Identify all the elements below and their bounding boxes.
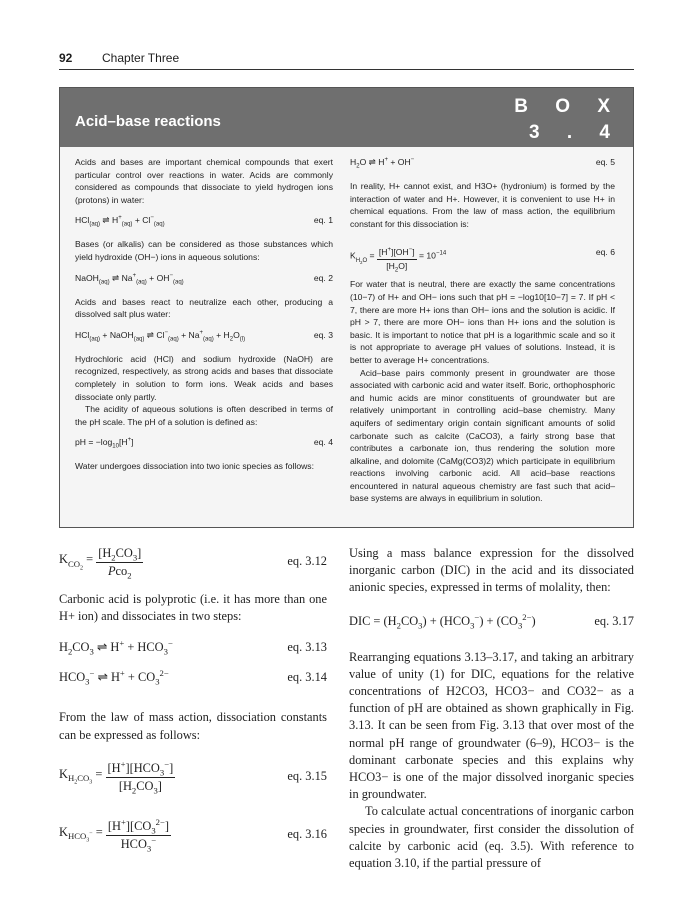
- equation-body: $H_2O$ ⇌ H+ + OH−: [350, 157, 415, 170]
- box-paragraph: For water that is neutral, there are exactly the same concentrations (10−7) of H+ and OH− ions such that pH = −log10[10−7] = 7. If pH < 7, there are more H+ ions than OH− ions and the solution is acidic. If pH > 7, there are more OH− ions than H+ ions and the solution is basic. It is important to notice that pH is a logarithmic scale and so it is not appropriate to average pH values of solutions. Instead, it is better to average H+ concentrations.: [350, 279, 615, 365]
- equation-3-15: [59, 760, 327, 800]
- equation-body: $K_{CO_2}$ = $\frac{[H_2CO_3]}{Pco_2}$: [59, 546, 142, 581]
- box-paragraph: Hydrochloric acid (HCl) and sodium hydroxide (NaOH) are recognized, respectively, as strong acids and bases that dissociate completely in solution to form ions. Weak acids and bases dissociate only partly.: [75, 353, 333, 402]
- box-paragraph: Water undergoes dissociation into two ionic species as follows:: [75, 461, 314, 472]
- box-left-column: [75, 156, 333, 481]
- equation-number: eq. 3: [313, 329, 333, 340]
- body-paragraph: To calculate actual concentrations of inorganic carbon species in groundwater, first consider the dissolution of calcite by carbonic acid (eq. 3.5). With reference to equation 3.10, if the partial pressure of: [349, 804, 634, 871]
- running-header: [59, 51, 634, 71]
- equation-number: eq. 3.12: [287, 554, 327, 568]
- box-paragraph: The acidity of aqueous solutions is often described in terms of the pH scale. The pH of a solution is defined as:: [75, 404, 333, 427]
- equation-body: $K_{HCO_3^-}$ = $\frac{[H^+][CO_3^{2-}]}{HCO_3^-}$: [59, 816, 169, 854]
- equation-3: [75, 329, 333, 343]
- box-paragraph: Acids and bases react to neutralize each other, producing a dissolved salt plus water:: [75, 296, 333, 320]
- box-paragraph: Acids and bases are important chemical compounds that exert particular control over reactions in water. Acids are commonly considered as compounds that dissociate to yield hydrogen ions (protons) in water:: [75, 157, 333, 205]
- equation-3-12: [59, 545, 327, 581]
- equation-number: eq. 6: [595, 247, 615, 258]
- equation-body: NaOH$_{(aq)}$ ⇌ $Na^+_{(aq)} + OH^-_{(aq)}$: [75, 272, 184, 286]
- equation-3-16: [59, 818, 327, 858]
- equation-number: eq. 1: [313, 215, 333, 226]
- page-number: 92: [59, 51, 73, 65]
- box-title-bar: [60, 88, 633, 147]
- equation-6: [350, 238, 615, 274]
- box-right-column: [350, 156, 615, 505]
- equation-body: $K_{H_2CO_3}$ = $\frac{[H^+][HCO_3^-]}{[H_2CO_3]}$: [59, 758, 174, 796]
- body-paragraph: Using a mass balance expression for the dissolved inorganic carbon (DIC) in the acid and its dissociated anionic species, expressed in terms of molality, then:: [349, 546, 634, 595]
- box-paragraph: In reality, H+ cannot exist, and H3O+ (hydronium) is formed by the interaction of water and H+. However, it is convenient to use H+ in chemical equations. From the law of mass action, the equilibrium constant for this dissociation is:: [350, 181, 615, 229]
- box-paragraph: Bases (or alkalis) can be considered as those substances which yield hydroxide (OH−) ions in aqueous solutions:: [75, 239, 333, 262]
- box-label: [514, 94, 621, 146]
- equation-2: [75, 272, 333, 286]
- body-paragraph: Carbonic acid is polyprotic (i.e. it has more than one H+ ion) and dissociates in two steps:: [59, 592, 327, 624]
- equation-body: pH = $-\log_{10}[H^+]$: [75, 437, 134, 451]
- main-right-column: [349, 545, 634, 872]
- equation-3-13: [59, 639, 327, 661]
- equation-number: eq. 3.13: [287, 640, 327, 655]
- equation-number: eq. 3.16: [287, 826, 327, 841]
- equation-3-17: [349, 613, 634, 635]
- equation-body: HCl$_{(aq)}$ ⇌ $H^+_{(aq)} + Cl^-_{(aq)}$: [75, 215, 165, 229]
- equation-number: eq. 4: [313, 437, 333, 448]
- equation-body: $K_{H_2O}$ = $\frac{[H^+][OH^-]}{[H_2O]}$ = $10^{-14}$: [350, 247, 447, 274]
- body-paragraph: From the law of mass action, dissociation constants can be expressed as follows:: [59, 710, 327, 742]
- chapter-name: Chapter Three: [102, 51, 180, 65]
- equation-body: $HCO_3^-$ ⇌ $H^+ + CO_3^{2-}$: [59, 668, 169, 687]
- equation-1: [75, 214, 333, 228]
- main-left-column: [59, 545, 327, 858]
- box-paragraph: Acid–base pairs commonly present in groundwater are those associated with carbonic acid and water itself. Boric, orthophosphoric and humic acids are minor constituents of groundwater but are relatively unimportant in controlling acid–base chemistry. Many aquifers of sedimentary origin contain significant amounts of solid carbonate such as calcite (CaCO3), a fairly strong base that contributes a carbonate ion, thus rendering the solution more alkaline, and dolomite (CaMg(CO3)2) which participate in equilibrium reactions involving carbonic acid. All acid–base reactions encountered in natural aqueous chemistry are fast such that acid–base systems are always in equilibrium in solution.: [350, 367, 615, 504]
- header-rule: [59, 69, 634, 70]
- equation-number: eq. 5: [595, 157, 615, 167]
- equation-body: HCl$_{(aq)}$ + NaOH$_{(aq)}$ ⇌ $Cl^-_{(aq)} + Na^+_{(aq)} + H_2O_{(l)}$: [75, 329, 246, 343]
- equation-5: [350, 156, 615, 170]
- box-label-number: 3 . 4: [529, 122, 621, 143]
- equation-number: eq. 3.15: [287, 768, 327, 783]
- box-title: Acid–base reactions: [75, 113, 221, 130]
- equation-3-14: [59, 669, 327, 691]
- equation-number: eq. 3.14: [287, 670, 327, 685]
- equation-body: DIC = $(H_2CO_3) + (HCO_3^-) + (CO_3^{2-})$: [349, 611, 536, 631]
- equation-number: eq. 2: [313, 272, 333, 283]
- equation-number: eq. 3.17: [594, 613, 634, 628]
- equation-body: $H_2CO_3$ ⇌ $H^+ + HCO_3^-$: [59, 638, 173, 657]
- box-acid-base: [59, 87, 634, 528]
- equation-4: [75, 436, 333, 450]
- box-label-word: B O X: [514, 96, 621, 117]
- body-paragraph: Rearranging equations 3.13–3.17, and taking an arbitrary value of unity (1) for DIC, equations for the relative concentrations of H2CO3, HCO3− and CO32− as a function of pH are obtained as shown graphically in Fig. 3.13. It can be seen from Fig. 3.13 that over most of the normal pH range of groundwater (6–9), HCO3− is the dominant carbonate species and this explains why HCO3− is one of the major dissolved inorganic species in groundwater.: [349, 649, 634, 802]
